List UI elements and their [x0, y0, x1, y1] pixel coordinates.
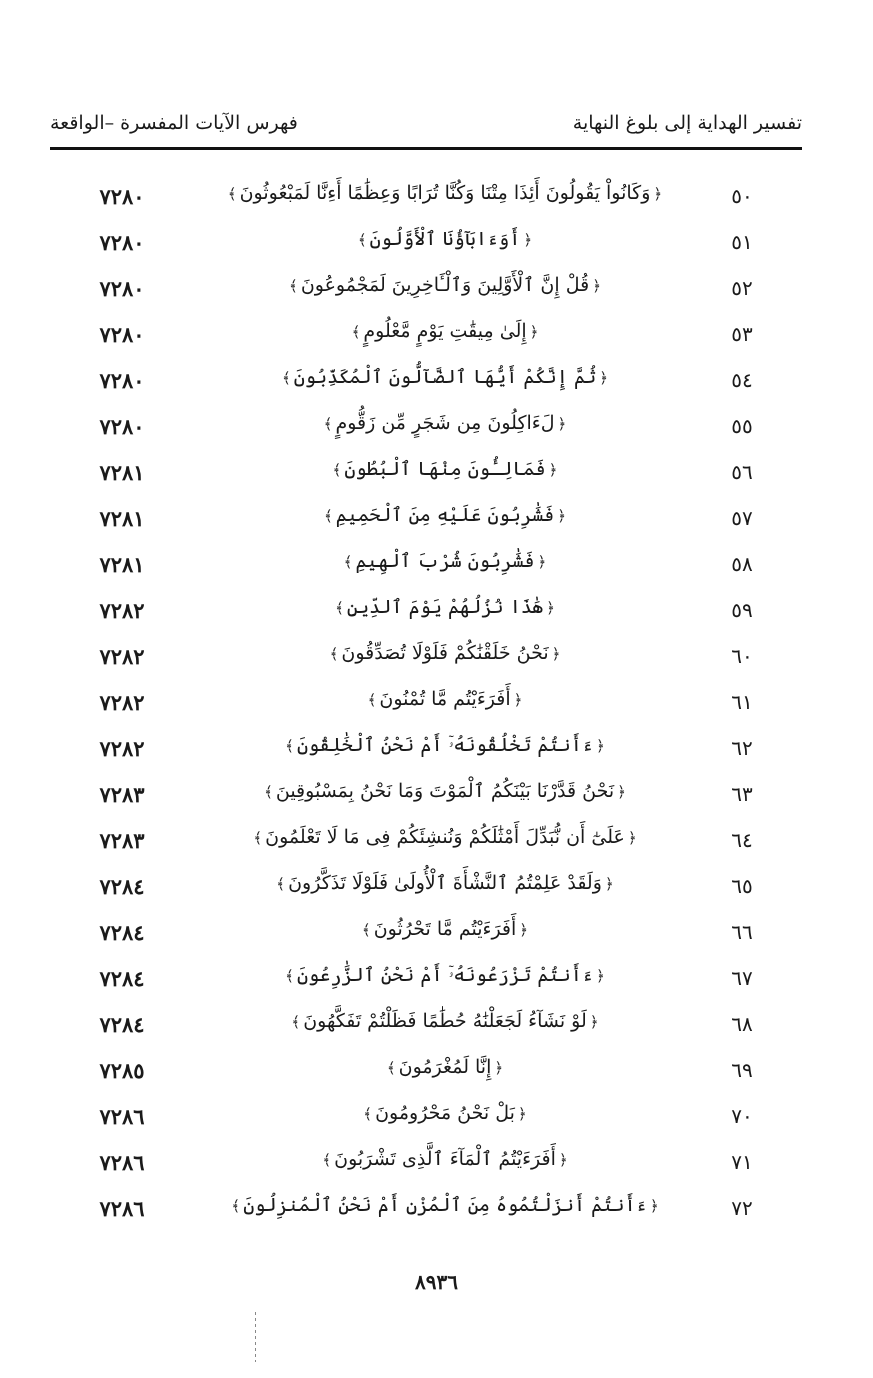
page-reference: ٧٢٨٥ [99, 1058, 145, 1083]
index-row [0, 222, 873, 268]
ayah-number: ٦١ [731, 690, 753, 714]
page-reference: ٧٢٨٦ [99, 1196, 145, 1221]
page-reference: ٧٢٨٤ [99, 1012, 145, 1037]
index-row [0, 452, 873, 498]
ayah-number: ٥٠ [731, 184, 753, 208]
ornate-bracket-close: ﴾ [289, 277, 298, 295]
verse-words: لَوْ نَشَآءُ لَجَعَلْنَٰهُ حُطَٰمًا فَظَلْتُمْ تَفَكَّهُونَ [303, 1010, 587, 1032]
verse-text [220, 734, 670, 756]
ayah-number: ٥٥ [731, 414, 753, 438]
page-reference: ٧٢٨٠ [99, 276, 145, 301]
verse-text [220, 1148, 670, 1170]
page-reference: ٧٢٨٤ [99, 920, 145, 945]
verse-words: نَحْنُ خَلَقْنَٰكُمْ فَلَوْلَا تُصَدِّقُونَ [341, 642, 549, 664]
page-reference: ٧٢٨٣ [99, 828, 145, 853]
verse-text [220, 1056, 670, 1078]
ornate-bracket-close: ﴾ [231, 1197, 241, 1215]
ayah-number: ٦٤ [731, 828, 753, 852]
ornate-bracket-open: ﴿ [617, 783, 626, 801]
verse-words: بَلْ نَحْنُ مَحْرُومُونَ [375, 1102, 515, 1124]
ornate-bracket-open: ﴿ [494, 1059, 504, 1077]
ornate-bracket-close: ﴾ [367, 691, 377, 709]
ayah-number: ٦٦ [731, 920, 753, 944]
verse-words: إِلَىٰ مِيقَٰتِ يَوْمٍ مَّعْلُومٍ [363, 320, 527, 342]
page-reference: ٧٢٨٤ [99, 966, 145, 991]
verse-words: أَوَءَابَآؤُنَا ٱلْأَوَّلُونَ [369, 228, 521, 250]
index-row [0, 1050, 873, 1096]
index-row [0, 774, 873, 820]
index-row [0, 1004, 873, 1050]
verse-text [220, 228, 670, 250]
verse-words: أَفَرَءَيْتُم مَّا تَحْرُثُونَ [373, 918, 517, 940]
verse-text [220, 320, 670, 342]
page-number: ٨٩٣٦ [415, 1270, 458, 1294]
ornate-bracket-open: ﴿ [551, 645, 561, 663]
verse-words: فَمَالِـُٔونَ مِنْهَا ٱلْبُطُونَ [344, 458, 546, 480]
index-row [0, 912, 873, 958]
verse-words: ءَأَنتُمْ تَخْلُقُونَهُۥٓ أَمْ نَحْنُ ٱلْخَٰلِقُونَ [296, 734, 594, 756]
ornate-bracket-open: ﴿ [519, 921, 529, 939]
verse-words: ءَأَنتُمْ أَنزَلْتُمُوهُ مِنَ ٱلْمُزْنِ أَمْ نَحْنُ ٱلْمُنزِلُونَ [243, 1194, 647, 1216]
ornate-bracket-open: ﴿ [596, 737, 605, 755]
ayah-number: ٥٧ [731, 506, 753, 530]
ayah-number: ٥١ [731, 230, 753, 254]
verse-words: أَفَرَءَيْتُم مَّا تُمْنُونَ [379, 688, 511, 710]
verse-text [220, 642, 670, 664]
ornate-bracket-close: ﴾ [329, 645, 339, 663]
ornate-bracket-close: ﴾ [253, 829, 263, 847]
index-row [0, 1096, 873, 1142]
ornate-bracket-open: ﴿ [513, 691, 523, 709]
ayah-number: ٦٨ [731, 1012, 753, 1036]
ornate-bracket-close: ﴾ [386, 1059, 396, 1077]
ornate-bracket-close: ﴾ [264, 783, 273, 801]
verse-words: فَشَٰرِبُونَ شُرْبَ ٱلْهِيمِ [355, 550, 535, 572]
ornate-bracket-close: ﴾ [335, 599, 344, 617]
verse-text [220, 182, 670, 204]
ornate-bracket-open: ﴿ [557, 415, 567, 433]
ayah-number: ٧٢ [731, 1196, 753, 1220]
page-reference: ٧٢٨٠ [99, 414, 145, 439]
page-reference: ٧٢٨١ [99, 506, 145, 531]
verse-text [220, 780, 670, 802]
verse-words: أَفَرَءَيْتُمُ ٱلْمَآءَ ٱلَّذِى تَشْرَبُونَ [334, 1148, 556, 1170]
ornate-bracket-close: ﴾ [291, 1013, 301, 1031]
verse-text [220, 550, 670, 572]
ornate-bracket-open: ﴿ [596, 967, 605, 985]
ayah-number: ٦٣ [731, 782, 753, 806]
page-reference: ٧٢٨٤ [99, 874, 145, 899]
page-reference: ٧٢٨٠ [99, 230, 145, 255]
verse-words: عَلَىٰٓ أَن نُّبَدِّلَ أَمْثَٰلَكُمْ وَنُنشِئَكُمْ فِى مَا لَا تَعْلَمُونَ [265, 826, 625, 848]
verse-text [220, 458, 670, 480]
ornate-bracket-open: ﴿ [653, 185, 663, 203]
index-row [0, 590, 873, 636]
verse-words: ثُمَّ إِنَّكُمْ أَيُّهَا ٱلضَّآلُّونَ ٱلْمُكَذِّبُونَ [293, 366, 597, 388]
page-reference: ٧٢٨٦ [99, 1150, 145, 1175]
verse-words: لَءَاكِلُونَ مِن شَجَرٍ مِّن زَقُّومٍ [335, 412, 555, 434]
ornate-bracket-open: ﴿ [529, 323, 539, 341]
ornate-bracket-close: ﴾ [276, 875, 286, 893]
verse-text [220, 504, 670, 526]
index-row [0, 1188, 873, 1234]
ornate-bracket-close: ﴾ [361, 921, 371, 939]
ornate-bracket-open: ﴿ [558, 1151, 568, 1169]
ornate-bracket-close: ﴾ [227, 185, 237, 203]
index-row [0, 498, 873, 544]
ayah-number: ٥٨ [731, 552, 753, 576]
index-row [0, 1142, 873, 1188]
verse-text [220, 688, 670, 710]
ayah-number: ٧١ [731, 1150, 753, 1174]
verse-text [220, 596, 670, 618]
ornate-bracket-close: ﴾ [285, 737, 294, 755]
index-row [0, 958, 873, 1004]
ornate-bracket-close: ﴾ [322, 1151, 332, 1169]
ornate-bracket-close: ﴾ [357, 231, 367, 249]
verse-text [220, 872, 670, 894]
index-row [0, 406, 873, 452]
verse-words: وَلَقَدْ عَلِمْتُمُ ٱلنَّشْأَةَ ٱلْأُولَىٰ فَلَوْلَا تَذَكَّرُونَ [288, 872, 602, 894]
ornate-bracket-open: ﴿ [599, 369, 609, 387]
page-reference: ٧٢٨٢ [99, 644, 145, 669]
index-row [0, 866, 873, 912]
page-reference: ٧٢٨٢ [99, 598, 145, 623]
page-reference: ٧٢٨٠ [99, 368, 145, 393]
index-row [0, 314, 873, 360]
section-title: فهرس الآيات المفسرة –الواقعة [50, 112, 298, 134]
ornate-bracket-open: ﴿ [537, 553, 547, 571]
book-title: تفسير الهداية إلى بلوغ النهاية [572, 112, 802, 134]
ornate-bracket-open: ﴿ [557, 507, 567, 525]
page-reference: ٧٢٨٣ [99, 782, 145, 807]
page-reference: ٧٢٨٠ [99, 184, 145, 209]
ayah-number: ٥٦ [731, 460, 753, 484]
index-row [0, 728, 873, 774]
ornate-bracket-open: ﴿ [592, 277, 601, 295]
verse-text [220, 412, 670, 434]
ornate-bracket-close: ﴾ [363, 1105, 373, 1123]
ornate-bracket-close: ﴾ [332, 461, 342, 479]
verse-text [220, 964, 670, 986]
ayah-number: ٦٧ [731, 966, 753, 990]
ornate-bracket-open: ﴿ [517, 1105, 527, 1123]
ornate-bracket-close: ﴾ [323, 507, 333, 525]
ornate-bracket-open: ﴿ [604, 875, 614, 893]
verse-words: ءَأَنتُمْ تَزْرَعُونَهُۥٓ أَمْ نَحْنُ ٱلزَّٰرِعُونَ [296, 964, 594, 986]
page-reference: ٧٢٨٢ [99, 690, 145, 715]
verse-text [220, 918, 670, 940]
header-divider [50, 147, 802, 150]
index-row [0, 636, 873, 682]
index-row [0, 360, 873, 406]
ornate-bracket-close: ﴾ [285, 967, 294, 985]
ornate-bracket-open: ﴿ [523, 231, 533, 249]
scan-gutter-mark [255, 1312, 256, 1362]
ornate-bracket-close: ﴾ [351, 323, 361, 341]
ayah-number: ٥٢ [731, 276, 753, 300]
verse-text [220, 1102, 670, 1124]
verse-words: نَحْنُ قَدَّرْنَا بَيْنَكُمُ ٱلْمَوْتَ وَمَا نَحْنُ بِمَسْبُوقِينَ [275, 780, 615, 802]
page-reference: ٧٢٨١ [99, 460, 145, 485]
page-header [50, 112, 802, 142]
verse-index-list [0, 176, 873, 1234]
verse-text [220, 1194, 670, 1216]
page-reference: ٧٢٨٠ [99, 322, 145, 347]
ayah-number: ٦٢ [731, 736, 753, 760]
ayah-number: ٦٠ [731, 644, 753, 668]
ayah-number: ٦٥ [731, 874, 753, 898]
index-row [0, 544, 873, 590]
page-reference: ٧٢٨١ [99, 552, 145, 577]
ayah-number: ٥٣ [731, 322, 753, 346]
verse-text [220, 274, 670, 296]
index-row [0, 820, 873, 866]
verse-text [220, 826, 670, 848]
page-reference: ٧٢٨٦ [99, 1104, 145, 1129]
ornate-bracket-open: ﴿ [589, 1013, 599, 1031]
ayah-number: ٦٩ [731, 1058, 753, 1082]
verse-words: فَشَٰرِبُونَ عَلَيْهِ مِنَ ٱلْحَمِيمِ [335, 504, 555, 526]
ayah-number: ٥٩ [731, 598, 753, 622]
ornate-bracket-close: ﴾ [281, 369, 291, 387]
index-row [0, 176, 873, 222]
index-row [0, 268, 873, 314]
verse-words: إِنَّا لَمُغْرَمُونَ [398, 1056, 492, 1078]
verse-words: قُلْ إِنَّ ٱلْأَوَّلِينَ وَٱلْـَٔاخِرِينَ لَمَجْمُوعُونَ [300, 274, 590, 296]
ornate-bracket-open: ﴿ [546, 599, 555, 617]
ornate-bracket-close: ﴾ [323, 415, 333, 433]
index-row [0, 682, 873, 728]
ayah-number: ٥٤ [731, 368, 753, 392]
ornate-bracket-open: ﴿ [627, 829, 637, 847]
verse-text [220, 366, 670, 388]
ornate-bracket-close: ﴾ [343, 553, 353, 571]
ornate-bracket-open: ﴿ [649, 1197, 659, 1215]
page-reference: ٧٢٨٢ [99, 736, 145, 761]
verse-text [220, 1010, 670, 1032]
ornate-bracket-open: ﴿ [548, 461, 558, 479]
verse-words: هَٰذَا نُزُلُهُمْ يَوْمَ ٱلدِّينِ [346, 596, 544, 618]
verse-words: وَكَانُواْ يَقُولُونَ أَئِذَا مِتْنَا وَكُنَّا تُرَابًا وَعِظَٰمًا أَءِنَّا لَمَبْعُوثُونَ [239, 182, 651, 204]
ayah-number: ٧٠ [731, 1104, 753, 1128]
